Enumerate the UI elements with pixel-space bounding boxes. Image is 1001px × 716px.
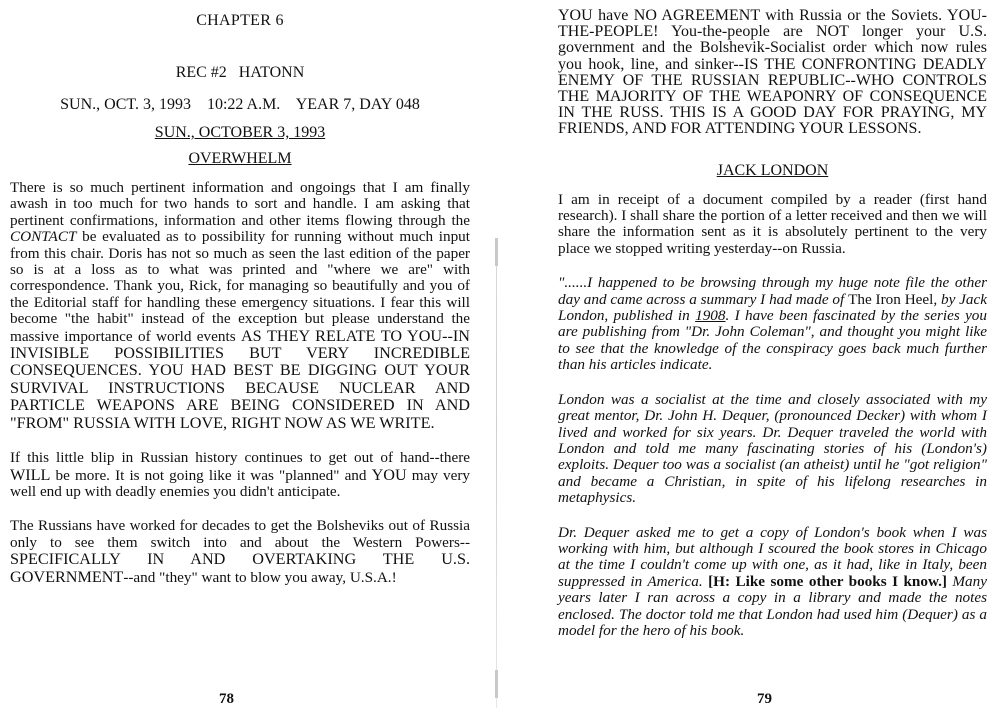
paragraph-2-text-c: may very well end up with deadly enemies you didn't anticipate. xyxy=(10,466,470,500)
gutter-line xyxy=(496,238,497,708)
paragraph-1 xyxy=(10,180,470,432)
quote-1-text-c: . I have been fascinated by the series you are publishing from "Dr. John Coleman", and thought you might like to see that the knowledge of the conspiracy goes back much further than his articles indicate. xyxy=(558,307,987,374)
will-emphasis: WILL xyxy=(10,465,51,484)
quote-3-text-a: Dr. Dequer asked me to get a copy of London's book when I was working with him, but although I scoured the book stores in Chicago at the time I couldn't come up with one, as it had, like in Italy, been suppressed in America. xyxy=(558,523,987,590)
paragraph-1-text-a: There is so much pertinent information and ongoings that I am finally awash in too much for two hands to sort and handle. I am asking that pertinent confirmations, information and other items flowing through the xyxy=(10,179,470,229)
paragraph-2-text-a: If this little blip in Russian history continues to get out of hand--there xyxy=(10,449,470,467)
contact-emphasis: CONTACT xyxy=(10,228,77,246)
right-page xyxy=(500,0,1001,716)
subheading-date: SUN., OCTOBER 3, 1993 xyxy=(154,124,326,141)
page-number-left: 78 xyxy=(219,691,234,707)
top-caps-paragraph: YOU have NO AGREEMENT with Russia or the Soviets. YOU-THE-PEOPLE! You-the-people are NOT longer your U.S. government and the Bolshevik-Socialist order which now rules you hook, line, and sinker--IS THE CONFRONTING DEADLY ENEMY OF THE RUSSIAN REPUBLIC--WHO CONTROLS THE MAJORITY OF THE WEAPONRY OF CONSEQUENCE IN THE RUSS. THIS IS A GOOD DAY FOR PRAYING, MY FRIENDS, AND FOR ATTENDING YOUR LESSONS. xyxy=(558,7,987,138)
book-title: The Iron Heel xyxy=(848,290,934,308)
publication-year: 1908 xyxy=(695,307,726,325)
paragraph-3-text-b: --and "they" want to blow you away, U.S.A.! xyxy=(123,568,397,586)
quote-paragraph-1 xyxy=(558,275,987,373)
left-page xyxy=(0,0,496,716)
gutter-mark-bottom xyxy=(495,670,498,698)
dateline: SUN., OCT. 3, 1993 10:22 A.M. YEAR 7, DAY 048 xyxy=(60,96,420,113)
paragraph-1-caps: AS THEY RELATE TO YOU--IN INVISIBLE POSSIBILITIES BUT VERY INCREDIBLE CONSEQUENCES. YOU HAD BEST BE DIGGING OUT YOUR SURVIVAL INSTRUCTIONS BECAUSE NUCLEAR AND PARTICLE WEAPONS ARE BEING CONSIDERED IN AND "FROM" RUSSIA WITH LOVE, RIGHT NOW AS WE WRITE. xyxy=(10,326,470,432)
quote-paragraph-2: London was a socialist at the time and closely associated with my great mentor, Dr. John H. Dequer, (pronounced Decker) with whom I lived and worked for six years. Dr. Dequer traveled the world with London and told me many fascinating stories of his (London's) exploits. Dequer too was a socialist (an atheist) until he "got religion" and became a Christian, in spite of his lifelong researches in metaphysics. xyxy=(558,390,987,507)
jack-london-heading: JACK LONDON xyxy=(716,161,829,179)
quote-3-text-b: Many years later I ran across a copy in a library and made the notes enclosed. The doctor told me that London had used him (Dequer) as a model for the hero of his book. xyxy=(558,572,987,639)
you-emphasis: YOU xyxy=(371,465,407,484)
paragraph-3-text-a: The Russians have worked for decades to get the Bolsheviks out of Russia only to see them switch into and about the Western Powers-- xyxy=(10,517,470,551)
paragraph-3 xyxy=(10,518,470,586)
page-number-right: 79 xyxy=(757,691,772,707)
quote-1-text-b: , by Jack London, published in xyxy=(558,290,987,325)
paragraph-1-text-b: be evaluated as to possibility for running without much input from this chair. Doris has not so much as seen the last edition of the paper so is at a loss as to what was printed and "where we are" with correspondence. Thank you, Rick, for managing so beautifully and you of the Editorial staff for handling these emergency situations. I fear this will become "the habit" instead of the exception but please understand the massive importance of world events xyxy=(10,228,470,345)
paragraph-2 xyxy=(10,450,470,500)
right-paragraph-1: I am in receipt of a document compiled by a reader (first hand research). I shall share the portion of a letter received and then we will share the information sent as it is absolutely pertinent to the very place we stopped writing yesterday--on Russia. xyxy=(558,190,987,257)
gutter-mark-top xyxy=(495,238,498,266)
paragraph-2-text-b: be more. It is not going like it was "planned" and xyxy=(50,466,372,484)
quote-paragraph-3 xyxy=(558,525,987,640)
rec-line: REC #2 HATONN xyxy=(175,64,305,81)
hatonn-bracket-note: [H: Like some other books I know.] xyxy=(708,572,947,590)
quote-1-text-a: "......I happened to be browsing through my huge note file the other day and came across a summary I had made of xyxy=(558,274,987,308)
paragraph-3-caps: SPECIFICALLY IN AND OVERTAKING THE U.S. GOVERNMENT xyxy=(10,550,470,586)
subheading-title: OVERWHELM xyxy=(188,150,292,167)
chapter-heading: CHAPTER 6 xyxy=(196,12,284,29)
